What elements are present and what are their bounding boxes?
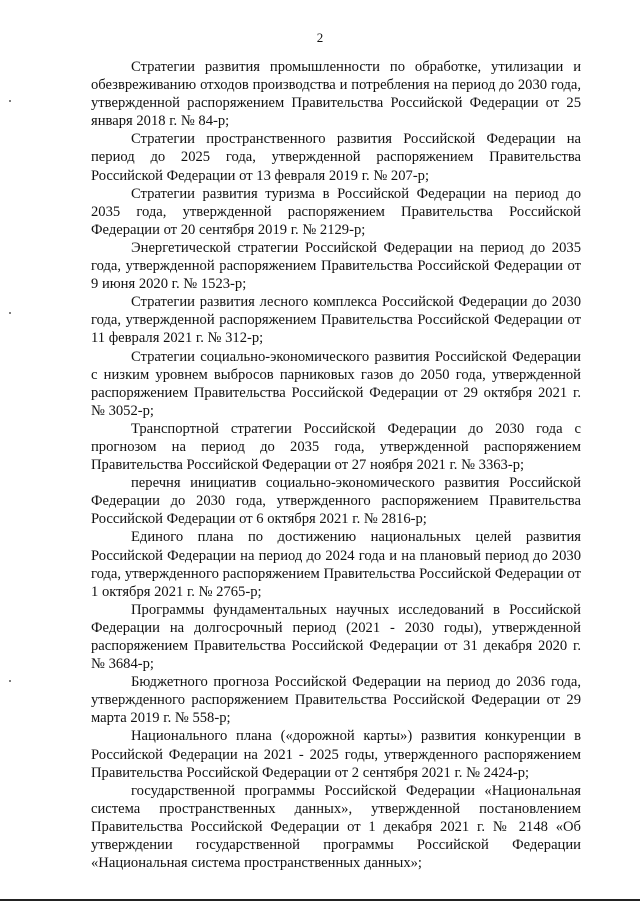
list-item-paragraph: Стратегии развития промышленности по обработке, утилизации и обезвреживанию отходов производства и потребления на период до 2030 года, утвержденной распоряжением Правительства Российской Федерации от 25 января 2018 г. № 84-р; bbox=[91, 59, 581, 130]
scan-artifact-dot bbox=[9, 680, 11, 682]
document-body bbox=[91, 58, 581, 872]
list-item-paragraph: Национального плана («дорожной карты») развития конкуренции в Российской Федерации на 2021 - 2025 годы, утвержденного распоряжением Правительства Российской Федерации от 2 сентября 2021 г. № 2424-р; bbox=[91, 728, 581, 781]
list-item-paragraph: государственной программы Российской Федерации «Национальная система пространственных данных», утвержденной постановлением Правительства Российской Федерации от 1 декабря 2021 г. № 2148 «Об утверждении государственной программы Российской Федерации «Национальная система пространственных данных»; bbox=[91, 782, 581, 872]
list-item-paragraph: Бюджетного прогноза Российской Федерации на период до 2036 года, утвержденного распоряжением Правительства Российской Федерации от 29 марта 2019 г. № 558-р; bbox=[91, 674, 581, 727]
list-item-paragraph: Единого плана по достижению национальных целей развития Российской Федерации на период до 2024 года и на плановый период до 2030 года, утвержденного распоряжением Правительства Российской Федерации от 1 октября 2021 г. № 2765-р; bbox=[91, 529, 581, 600]
list-item-paragraph: Стратегии социально-экономического развития Российской Федерации с низким уровнем выбросов парниковых газов до 2050 года, утвержденной распоряжением Правительства Российской Федерации от 29 октября 2021 г. № 3052-р; bbox=[91, 348, 581, 419]
list-item-paragraph: Стратегии пространственного развития Российской Федерации на период до 2025 года, утвержденной распоряжением Правительства Российской Федерации от 13 февраля 2019 г. № 207-р; bbox=[91, 131, 581, 184]
scan-artifact-dot bbox=[9, 312, 11, 314]
scan-artifact-dot bbox=[9, 100, 11, 102]
list-item-paragraph: Стратегии развития туризма в Российской Федерации на период до 2035 года, утвержденной распоряжением Правительства Российской Федерации от 20 сентября 2019 г. № 2129-р; bbox=[91, 185, 581, 238]
list-item-paragraph: перечня инициатив социально-экономического развития Российской Федерации до 2030 года, утвержденного распоряжением Правительства Российской Федерации от 6 октября 2021 г. № 2816-р; bbox=[91, 475, 581, 528]
list-item-paragraph: Программы фундаментальных научных исследований в Российской Федерации на долгосрочный период (2021 - 2030 годы), утвержденной распоряжением Правительства Российской Федерации от 31 декабря 2020 г. № 3684-р; bbox=[91, 601, 581, 673]
list-item-paragraph: Энергетической стратегии Российской Федерации на период до 2035 года, утвержденной распоряжением Правительства Российской Федерации от 9 июня 2020 г. № 1523-р; bbox=[91, 239, 581, 293]
list-item-paragraph: Транспортной стратегии Российской Федерации до 2030 года с прогнозом на период до 2035 года, утвержденной распоряжением Правительства Российской Федерации от 27 ноября 2021 г. № 3363-р; bbox=[91, 420, 581, 474]
page-number: 2 bbox=[316, 30, 324, 45]
list-item-paragraph: Стратегии развития лесного комплекса Российской Федерации до 2030 года, утвержденной распоряжением Правительства Российской Федерации от 11 февраля 2021 г. № 312-р; bbox=[91, 294, 581, 347]
page-bottom-edge bbox=[0, 899, 640, 901]
